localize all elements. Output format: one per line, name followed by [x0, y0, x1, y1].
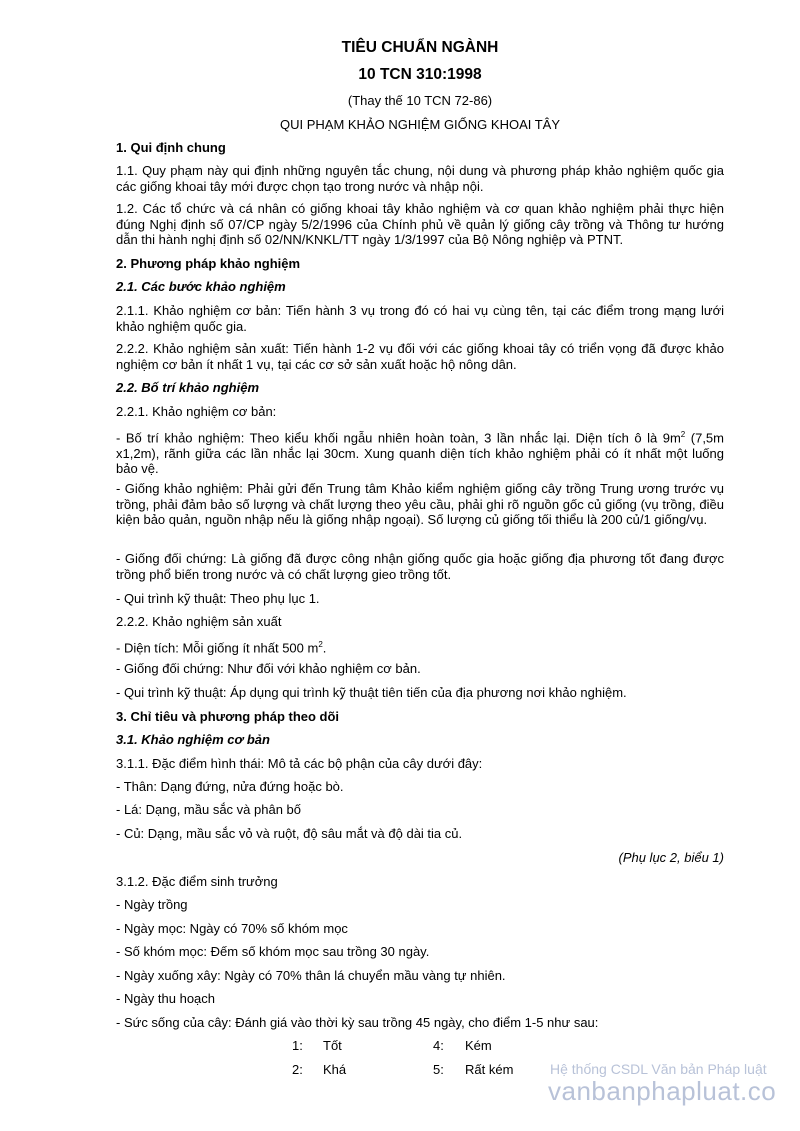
paragraph: - Củ: Dạng, mầu sắc vỏ và ruột, độ sâu mắt và độ dài tia củ. [116, 826, 463, 841]
paragraph: 1.1. Quy phạm này qui định những nguyên tắc chung, nội dung và phương pháp khảo nghiệm quốc gia các giống khoai tây mới được chọn tạo trong nước và nhập nội. [116, 163, 724, 194]
scale-label: Rất kém [465, 1062, 514, 1077]
paragraph: 2.2.2. Khảo nghiệm sản xuất: Tiến hành 1-2 vụ đối với các giống khoai tây có triển vọng đã được khảo nghiệm cơ bản ít nhất 1 vụ, tại các cơ sở sản xuất hoặc hộ nông dân. [116, 341, 724, 372]
watermark-line: Hệ thống CSDL Văn bản Pháp luật [550, 1061, 767, 1077]
watermark-site: vanbanphapluat.co [548, 1076, 777, 1106]
scale-label: Khá [323, 1062, 347, 1077]
paragraph: 3.1.2. Đặc điểm sinh trưởng [116, 874, 278, 889]
paragraph: - Qui trình kỹ thuật: Theo phụ lục 1. [116, 591, 320, 606]
paragraph: - Giống đối chứng: Như đối với khảo nghiệm cơ bản. [116, 661, 421, 676]
paragraph: - Số khóm mọc: Đếm số khóm mọc sau trồng 30 ngày. [116, 944, 430, 959]
paragraph: - Ngày trồng [116, 897, 188, 912]
subsection-heading: 3.1. Khảo nghiệm cơ bản [116, 732, 270, 747]
paragraph: - Diện tích: Mỗi giống ít nhất 500 $m^2$. [116, 640, 327, 656]
scale-number: 4: [433, 1038, 444, 1053]
scale-number: 1: [292, 1038, 303, 1053]
paragraph: 2.1.1. Khảo nghiệm cơ bản: Tiến hành 3 vụ trong đó có hai vụ cùng tên, tại các điểm trong mạng lưới khảo nghiệm quốc gia. [116, 303, 724, 334]
section-heading: 2. Phương pháp khảo nghiệm [116, 256, 301, 271]
paragraph: 2.2.1. Khảo nghiệm cơ bản: [116, 404, 277, 419]
scale-label: Tốt [323, 1038, 342, 1053]
paragraph: - Lá: Dạng, mầu sắc và phân bố [116, 802, 302, 817]
replacement-note: (Thay thế 10 TCN 72-86) [347, 93, 493, 108]
appendix-reference: (Phụ lục 2, biểu 1) [618, 850, 724, 865]
subsection-heading: 2.1. Các bước khảo nghiệm [116, 279, 286, 294]
paragraph: - Ngày xuống xây: Ngày có 70% thân lá chuyển mầu vàng tự nhiên. [116, 968, 506, 983]
scale-number: 2: [292, 1062, 303, 1077]
paragraph: - Bố trí khảo nghiệm: Theo kiểu khối ngẫu nhiên hoàn toàn, 3 lần nhắc lại. Diện tích ô là $9m^2$ (7,5m x1,2m), rãnh giữa các lần nhắc lại 30cm. Xung quanh diện tích khảo nghiệm phải có ít nhất một luống bảo vệ. [116, 430, 724, 477]
document-code: 10 TCN 310:1998 [358, 66, 482, 83]
paragraph: 2.2.2. Khảo nghiệm sản xuất [116, 614, 282, 629]
paragraph: - Sức sống của cây: Đánh giá vào thời kỳ sau trồng 45 ngày, cho điểm 1-5 như sau: [116, 1015, 599, 1030]
paragraph: - Qui trình kỹ thuật: Áp dụng qui trình kỹ thuật tiên tiến của địa phương nơi khảo nghiệm. [116, 685, 627, 700]
paragraph: 1.2. Các tổ chức và cá nhân có giống khoai tây khảo nghiệm và cơ quan khảo nghiệm phải thực hiện đúng Nghị định số 07/CP ngày 5/2/1996 của Chính phủ về quản lý giống cây trồng và Thông tư hướng dẫn thi hành nghị định số 02/NN/KNKL/TT ngày 1/3/1997 của Bộ Nông nghiệp và PTNT. [116, 201, 724, 247]
paragraph: - Giống đối chứng: Là giống đã được công nhận giống quốc gia hoặc giống địa phương tốt đang được trồng phổ biến trong nước và có chất lượng gieo trồng tốt. [116, 551, 724, 582]
scale-label: Kém [465, 1038, 492, 1053]
paragraph: - Ngày thu hoạch [116, 991, 216, 1006]
paragraph: 3.1.1. Đặc điểm hình thái: Mô tả các bộ phận của cây dưới đây: [116, 756, 483, 771]
section-heading: 3. Chỉ tiêu và phương pháp theo dõi [116, 709, 340, 724]
paragraph: - Thân: Dạng đứng, nửa đứng hoặc bò. [116, 779, 344, 794]
scale-number: 5: [433, 1062, 444, 1077]
subsection-heading: 2.2. Bố trí khảo nghiệm [116, 380, 260, 395]
paragraph: - Ngày mọc: Ngày có 70% số khóm mọc [116, 921, 348, 936]
section-heading: 1. Qui định chung [116, 140, 226, 155]
document-subtitle: QUI PHẠM KHẢO NGHIỆM GIỐNG KHOAI TÂY [279, 117, 561, 132]
paragraph: - Giống khảo nghiệm: Phải gửi đến Trung tâm Khảo kiểm nghiệm giống cây trồng Trung ương trước vụ trồng, phải đảm bảo số lượng và chất lượng theo yêu cầu, phải ghi rõ nguồn gốc củ giống (vụ trồng, điều kiện bảo quản, nguồn nhập nếu là giống nhập ngoại). Số lượng củ giống tối thiểu là 200 củ/1 giống/vụ. [116, 481, 724, 527]
document-title: TIÊU CHUẨN NGÀNH [341, 39, 499, 56]
